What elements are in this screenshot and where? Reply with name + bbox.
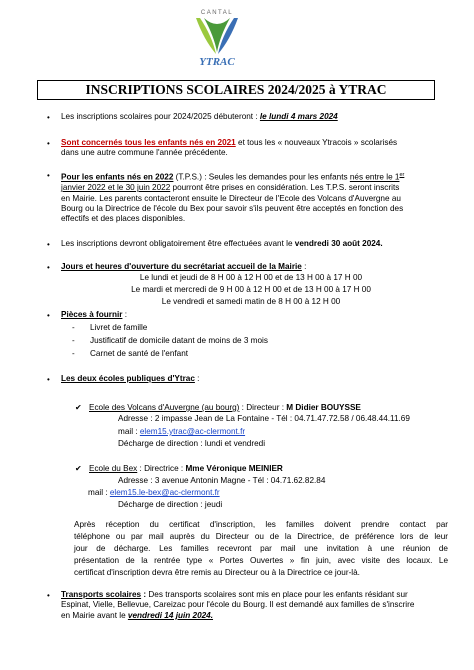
transport-colon: :: [141, 590, 149, 599]
dash-icon: -: [72, 336, 75, 345]
docs-colon: :: [122, 310, 127, 319]
transport-deadline: vendredi 14 juin 2024.: [127, 610, 214, 620]
transport-text-2: Espinat, Vielle, Bellevue, Careizac pour l'école du Bourg. Il est demandé aux familles de s'inscrire: [61, 600, 415, 610]
school-2-mail-label: mail :: [88, 488, 110, 497]
doc-item: Carnet de santé de l'enfant: [90, 349, 189, 358]
school-2-title: [89, 464, 449, 474]
concerned-children-text-2: dans une autre commune l'année précédente.: [61, 148, 228, 158]
hours-heading: Jours et heures d'ouverture du secrétariat accueil de la Mairie: [61, 262, 302, 271]
dash-icon: -: [72, 349, 75, 358]
school-1-role: : Directeur :: [239, 403, 287, 412]
tps-text-3: en Mairie. Les parents contacteront ensuite le Directeur de l'Ecole des Volcans d'Auvergne au: [61, 193, 401, 203]
registration-start-date: le lundi 4 mars 2024: [259, 112, 338, 121]
svg-text:CANTAL: CANTAL: [200, 10, 234, 16]
after-line: jour de décharge. Les familles recevront par mail une invitation à une réunion de: [74, 544, 448, 553]
school-1-address: Adresse : 2 impasse Jean de La Fontaine - Tél : 04.71.47.72.58 / 06.48.44.11.69: [118, 414, 410, 423]
transport-heading: Transports scolaires: [61, 590, 142, 599]
tps-date-end: janvier 2022 et le 30 juin 2022: [61, 183, 171, 193]
bullet-icon: •: [47, 591, 50, 600]
dash-icon: -: [72, 323, 75, 332]
ytrac-logo: [186, 6, 248, 68]
school-2-mail-link[interactable]: elem15.le-bex@ac-clermont.fr: [109, 488, 220, 497]
concerned-children-highlight: Sont concernés tous les enfants nés en 2021: [61, 138, 236, 147]
hours-line-1: Le lundi et jeudi de 8 H 00 à 12 H 00 et de 13 H 00 à 17 H 00: [139, 273, 363, 282]
tps-text: (T.P.S.) : Seules les demandes pour les enfants: [173, 172, 350, 182]
tps-date-sup: er: [399, 172, 405, 178]
hours-line-3: Le vendredi et samedi matin de 8 H 00 à 12 H 00: [161, 297, 341, 306]
check-icon: ✔: [75, 403, 82, 412]
tps-text-4: Bourg ou la Directrice de l'école du Bex pour savoir s'ils peuvent être acceptés en fonction des: [61, 203, 404, 213]
after-line: Après réception du certificat d'inscription, les familles doivent prendre contact par: [74, 520, 448, 529]
tps-text-5: effectifs et des places disponibles.: [61, 214, 186, 224]
tps-heading: Pour les enfants nés en 2022: [61, 172, 174, 182]
school-1-title: [89, 403, 449, 413]
schools-colon: :: [194, 374, 200, 383]
school-2-discharge: Décharge de direction : jeudi: [118, 500, 223, 509]
after-line: téléphone ou par mail auprès du Directeur ou de la Directrice, de préférence lors de leur: [74, 532, 448, 541]
bullet-icon: •: [47, 263, 50, 272]
bullet-icon: •: [47, 139, 50, 148]
registration-start: [61, 112, 441, 122]
hours-heading-line: [61, 262, 441, 272]
concerned-children-text: et tous les « nouveaux Ytracois » scolarisés: [235, 138, 398, 147]
bullet-icon: •: [47, 240, 50, 249]
svg-text:YTRAC: YTRAC: [199, 56, 235, 68]
school-2-name: Ecole du Bex: [89, 464, 138, 473]
doc-item: Livret de famille: [90, 323, 148, 332]
school-2-mail-line: [88, 488, 428, 498]
school-1-discharge: Décharge de direction : lundi et vendredi: [118, 439, 266, 448]
schools-heading-line: [61, 374, 361, 384]
page-title: INSCRIPTIONS SCOLAIRES 2024/2025 à YTRAC: [37, 80, 435, 100]
school-1-director: M Didier BOUYSSE: [286, 403, 361, 412]
transport-text: Des transports scolaires sont mis en place pour les enfants résidant sur: [148, 590, 408, 599]
school-1-mail-label: mail :: [118, 427, 140, 436]
school-1-mail-line: [118, 427, 458, 437]
hours-line-2: Le mardi et mercredi de 9 H 00 à 12 H 00 et de 13 H 00 à 17 H 00: [131, 285, 371, 294]
school-2-address: Adresse : 3 avenue Antonin Magne - Tél : 04.71.62.82.84: [118, 476, 326, 485]
hours-colon: :: [301, 262, 307, 271]
tps-section: [61, 170, 443, 225]
tps-date-start: nés entre le 1: [349, 172, 400, 182]
transport-text-3: en Mairie avant le: [61, 610, 128, 620]
bullet-icon: •: [47, 311, 50, 320]
bullet-icon: •: [47, 375, 50, 384]
check-icon: ✔: [75, 464, 82, 473]
deadline-date: vendredi 30 août 2024.: [294, 239, 383, 248]
docs-heading-line: [61, 310, 361, 320]
after-line: certificat d'inscription devra être remis au Directeur ou à la Directrice ce jour-là.: [74, 568, 360, 577]
school-1-name: Ecole des Volcans d'Auvergne (au bourg): [89, 403, 240, 412]
doc-item: Justificatif de domicile datant de moins de 3 mois: [90, 336, 268, 345]
school-2-role: : Directrice :: [137, 464, 186, 473]
school-2-director: Mme Véronique MEINIER: [185, 464, 283, 473]
tps-text-2: pourront être prises en considération. Les T.P.S. seront inscrits: [170, 183, 400, 193]
school-1-mail-link[interactable]: elem15.ytrac@ac-clermont.fr: [139, 427, 246, 436]
after-line: présentation de la rentrée type « Portes Ouvertes » fin juin, avec visite des locaux. Le: [74, 556, 448, 565]
concerned-children: [61, 138, 441, 159]
deadline: [61, 239, 451, 249]
bullet-icon: •: [47, 113, 50, 122]
after-registration-paragraph: [74, 519, 448, 579]
docs-heading: Pièces à fournir: [61, 310, 123, 319]
deadline-text: Les inscriptions devront obligatoirement être effectuées avant le: [61, 239, 295, 248]
bullet-icon: •: [47, 171, 50, 180]
schools-heading: Les deux écoles publiques d'Ytrac: [61, 374, 195, 383]
registration-start-text: Les inscriptions scolaires pour 2024/2025 débuteront :: [61, 112, 260, 121]
transport-section: [61, 590, 451, 621]
